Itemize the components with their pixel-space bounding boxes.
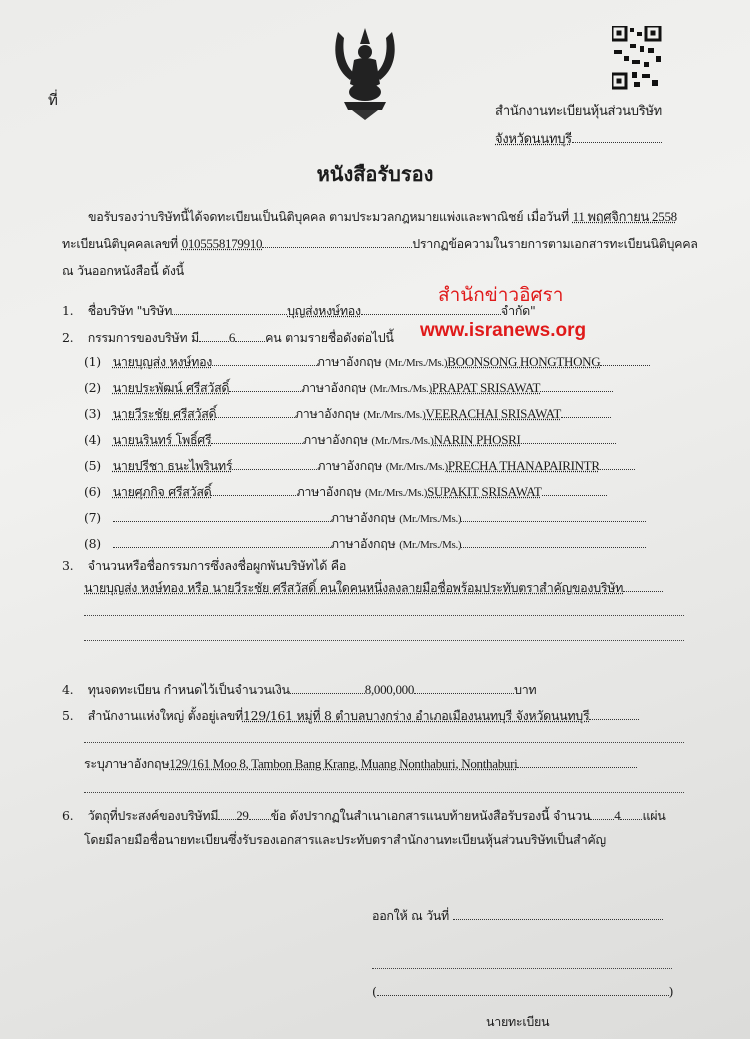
- registrar-name-line: ( ): [372, 984, 674, 999]
- watermark-name: สำนักข่าวอิศรา: [438, 284, 564, 306]
- director-thai-name: นายศุภกิจ ศรีสวัสดิ์: [112, 484, 212, 499]
- director-row: (3) นายวีระชัย ศรีสวัสดิ์ ภาษาอังกฤษ (Mr./Mrs./Ms.)VEERACHAI SRISAWAT: [84, 404, 611, 424]
- director-english-name: VEERACHAI SRISAWAT: [425, 406, 561, 421]
- director-english-name: PRECHA THANAPAIRINTR: [447, 458, 600, 473]
- garuda-emblem-icon: [330, 22, 400, 122]
- director-thai-name: นายบุญส่ง หงษ์ทอง: [112, 354, 213, 369]
- item-capital: 4. ทุนจดทะเบียน กำหนดไว้เป็นจำนวนเงิน 8,000,000 บาท: [62, 682, 537, 697]
- director-row: (2) นายประพัฒน์ ศรีสวัสดิ์ ภาษาอังกฤษ (Mr./Mrs./Ms.)PRAPAT SRISAWAT: [84, 378, 613, 398]
- director-thai-name: นายนรินทร์ โพธิ์ศรี: [112, 432, 212, 447]
- director-thai-name: นายวีระชัย ศรีสวัสดิ์: [112, 406, 217, 421]
- issued-date: ออกให้ ณ วันที่: [372, 906, 663, 926]
- reference-label: ที่: [48, 91, 58, 109]
- director-english-name: NARIN PHOSRI: [433, 432, 521, 447]
- document-title: หนังสือรับรอง: [316, 162, 434, 186]
- signature-line: [372, 968, 672, 969]
- qr-code-icon: [612, 26, 662, 90]
- blank-line: [84, 742, 684, 743]
- director-row: (7) ภาษาอังกฤษ (Mr./Mrs./Ms.): [84, 508, 646, 528]
- office-name: สำนักงานทะเบียนหุ้นส่วนบริษัท: [495, 104, 662, 119]
- director-english-name: PRAPAT SRISAWAT: [431, 380, 541, 395]
- director-row: (4) นายนรินทร์ โพธิ์ศรี ภาษาอังกฤษ (Mr./Mrs./Ms.)NARIN PHOSRI: [84, 430, 616, 450]
- objectives-line-2: โดยมีลายมือชื่อนายทะเบียนซึ่งรับรองเอกสารและประทับตราสำนักงานทะเบียนหุ้นส่วนบริษัทเป็นสำคัญ: [84, 832, 606, 847]
- company-name-value: บุญส่งหงษ์ทอง: [287, 303, 361, 318]
- director-row: (5) นายปรีชา ธนะไพรินทร์ ภาษาอังกฤษ (Mr./Mrs./Ms.)PRECHA THANAPAIRINTR: [84, 456, 635, 476]
- objective-count: 29: [236, 808, 249, 823]
- director-row: (1) นายบุญส่ง หงษ์ทอง ภาษาอังกฤษ (Mr./Mrs./Ms.)BOONSONG HONGTHONG: [84, 352, 650, 372]
- director-thai-name: นายประพัฒน์ ศรีสวัสดิ์: [112, 380, 230, 395]
- head-office-address: 129/161 หมู่ที่ 8 ตำบลบางกร่าง อำเภอเมืองนนทบุรี จังหวัดนนทบุรี: [242, 708, 590, 723]
- intro-line-1: ขอรับรองว่าบริษัทนี้ได้จดทะเบียนเป็นนิติบุคคล ตามประมวลกฎหมายแพ่งและพาณิชย์ เมื่อวันที่ 11 พฤศจิกายน 2558: [88, 209, 677, 224]
- blank-line: [84, 640, 684, 641]
- item-signatories: 3. จำนวนหรือชื่อกรรมการซึ่งลงชื่อผูกพันบริษัทได้ คือ: [62, 558, 347, 573]
- item-company-name: 1. ชื่อบริษัท "บริษัท บุญส่งหงษ์ทอง จำกัด": [62, 303, 536, 318]
- director-english-name: BOONSONG HONGTHONG: [447, 354, 601, 369]
- item-objectives: 6. วัตถุที่ประสงค์ของบริษัทมี 29 ข้อ ดังปรากฏในสำเนาเอกสารแนบท้ายหนังสือรับรองนี้ จำนวน 4 แผ่น: [62, 808, 666, 823]
- registrar-title: นายทะเบียน: [486, 1014, 550, 1029]
- intro-line-3: ณ วันออกหนังสือนี้ ดังนี้: [62, 263, 184, 278]
- blank-line: [84, 615, 684, 616]
- blank-line: [84, 792, 684, 793]
- director-row: (8) ภาษาอังกฤษ (Mr./Mrs./Ms.): [84, 534, 646, 554]
- intro-line-2: ทะเบียนนิติบุคคลเลขที่ 0105558179910 ปรากฏข้อความในรายการตามเอกสารทะเบียนนิติบุคคล: [62, 236, 698, 251]
- director-english-name: SUPAKIT SRISAWAT: [427, 484, 542, 499]
- director-count: 6: [228, 330, 236, 345]
- item-head-office: 5. สำนักงานแห่งใหญ่ ตั้งอยู่เลขที่129/161 หมู่ที่ 8 ตำบลบางกร่าง อำเภอเมืองนนทบุรี จังหวัดนนทบุรี: [62, 706, 702, 726]
- head-office-english: ระบุภาษาอังกฤษ129/161 Moo 8, Tambon Bang Krang, Muang Nonthaburi, Nonthaburi: [84, 754, 637, 774]
- registration-date: 11 พฤศจิกายน 2558: [572, 209, 677, 224]
- watermark-url: www.isranews.org: [420, 320, 587, 341]
- signatories-value: นายบุญส่ง หงษ์ทอง หรือ นายวีระชัย ศรีสวัสดิ์ คนใดคนหนึ่งลงลายมือชื่อพร้อมประทับตราสำคัญของบริษัท: [84, 578, 663, 598]
- director-thai-name: นายปรีชา ธนะไพรินทร์: [112, 458, 233, 473]
- capital-value: 8,000,000: [364, 682, 415, 697]
- head-office-english-value: 129/161 Moo 8, Tambon Bang Krang, Muang Nonthaburi, Nonthaburi: [169, 756, 518, 771]
- registration-number: 0105558179910: [181, 236, 263, 251]
- office-province: จังหวัดนนทบุรี: [495, 128, 662, 149]
- director-row: (6) นายศุภกิจ ศรีสวัสดิ์ ภาษาอังกฤษ (Mr./Mrs./Ms.)SUPAKIT SRISAWAT: [84, 482, 607, 502]
- item-directors: 2. กรรมการของบริษัท มี 6 คน ตามรายชื่อดังต่อไปนี้: [62, 330, 394, 345]
- attachment-pages: 4: [614, 808, 621, 823]
